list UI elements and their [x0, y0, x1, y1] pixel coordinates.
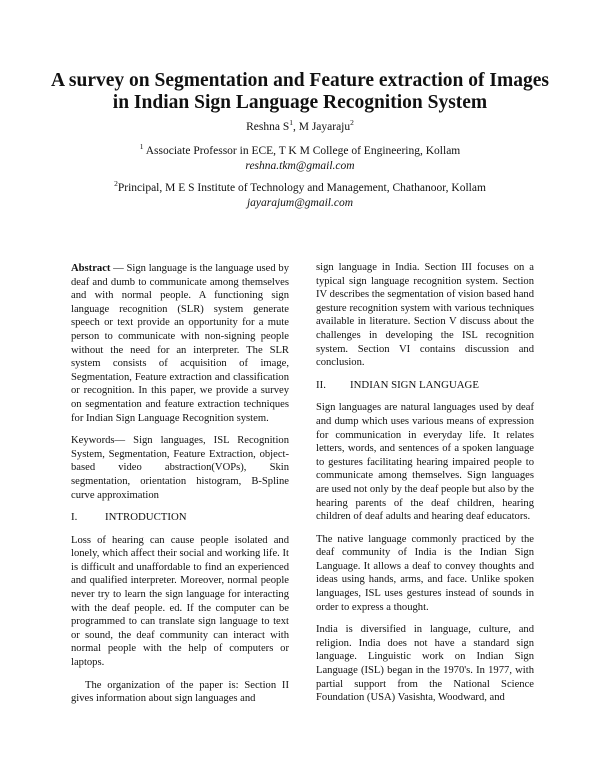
section-2-title: INDIAN SIGN LANGUAGE: [350, 378, 479, 391]
title-line-1: A survey on Segmentation and Feature extraction of Images: [51, 70, 549, 91]
author-separator: ,: [292, 121, 299, 133]
author-sup-1: 1: [289, 118, 293, 128]
section-1-paragraph-2: The organization of the paper is: Section II gives information about sign languages and: [71, 679, 289, 705]
affiliation-2-text: Principal, M E S Institute of Technology and Management, Chathanoor, Kollam: [117, 182, 486, 194]
affiliation-1-text: Associate Professor in ECE, T K M College of Engineering, Kollam: [143, 145, 461, 157]
keywords: Keywords— Sign languages, ISL Recognition System, Segmentation, Feature Extraction, object-based video abstraction(VOPs), Skin segmentation, orientation histogram, B-Spline curve approximation: [71, 435, 289, 501]
affiliation-2-sup: 2: [114, 179, 118, 189]
author-name-2: M Jayaraju: [298, 121, 351, 133]
section-2-paragraph-2: The native language commonly practiced by the deaf community of India is the Indian Sign Language. It allows a deaf to convey thoughts and ideas using hands, arms, and face. Unlike spoken languages, ISL uses gestures instead of sounds in order to express a thought.: [316, 533, 534, 613]
author-sup-2: 2: [350, 118, 354, 128]
affiliation-1: [40, 144, 560, 174]
affiliation-2: [40, 181, 560, 211]
abstract-text: — Sign language is the language used by deaf and dumb to communicate among themselves and with normal people. A functioning sign language recognition (SLR) system generate speech or text provide an opportunity for a mute person to communicate with non-signing people without the need for an interpreter. The SLR system consists of acquisition of image, Segmentation, Feature extraction and classification or recognition. In this paper, we provide a survey on segmentation and feature extraction techniques for Indian Sign Language Recognition system.: [71, 263, 289, 424]
abstract-label: Abstract: [71, 263, 111, 274]
right-continuation-paragraph: sign language in India. Section III focuses on a typical sign language recognition system. Section IV describes the segmentation of vision based hand gesture recognition system with various techniques available in literature. Section V discuss about the challenges in developing the ISL recognition system. Section VI contains discussion and conclusion.: [316, 262, 534, 369]
abstract: [71, 262, 289, 425]
section-1-heading: [71, 511, 289, 525]
section-2-heading: [316, 379, 534, 393]
section-2-paragraph-3: India is diversified in language, culture, and religion. India does not have a standard sign language. Linguistic work on Indian Sign Language (ISL) began in the 1970's. In 1977, with partial support from the National Science Foundation (USA) Vasishta, Woodward, and: [316, 624, 534, 704]
author-line: [40, 118, 560, 133]
left-column: [71, 262, 289, 706]
section-1-paragraph-1: Loss of hearing can cause people isolated and lonely, which affect their social and working life. It is difficult and unaffordable to find an experienced and qualified interpreter. Moreover, normal people never try to learn the sign language for interacting with the deaf people. ed. If the computer can be programmed to can translate sign language to text or sound, the deaf community can interact with normal people with the help of computers or laptops.: [71, 534, 289, 669]
section-1-number: I.: [71, 511, 78, 524]
affiliation-1-email: reshna.tkm@gmail.com: [245, 160, 355, 172]
title-line-2: in Indian Sign Language Recognition System: [112, 92, 488, 113]
paper-title: [40, 70, 560, 114]
author-name-1: Reshna S: [246, 121, 290, 133]
affiliation-1-sup: 1: [139, 142, 144, 152]
right-column: [316, 261, 534, 705]
section-2-paragraph-1: Sign languages are natural languages used by deaf and dump which uses various means of expression for communication in everyday life. It relates letters, words, and sentences of a spoken language to gestures facilitating hearing impaired people to communicate among themselves. Sign languages are used not only by the deaf people but also by the hearing parents of the deaf children, hearing children of deaf adults and hearing deaf educators.: [316, 402, 534, 523]
section-2-number: II.: [316, 378, 326, 391]
affiliation-2-email: jayarajum@gmail.com: [246, 197, 354, 209]
section-1-title: INTRODUCTION: [105, 511, 187, 524]
